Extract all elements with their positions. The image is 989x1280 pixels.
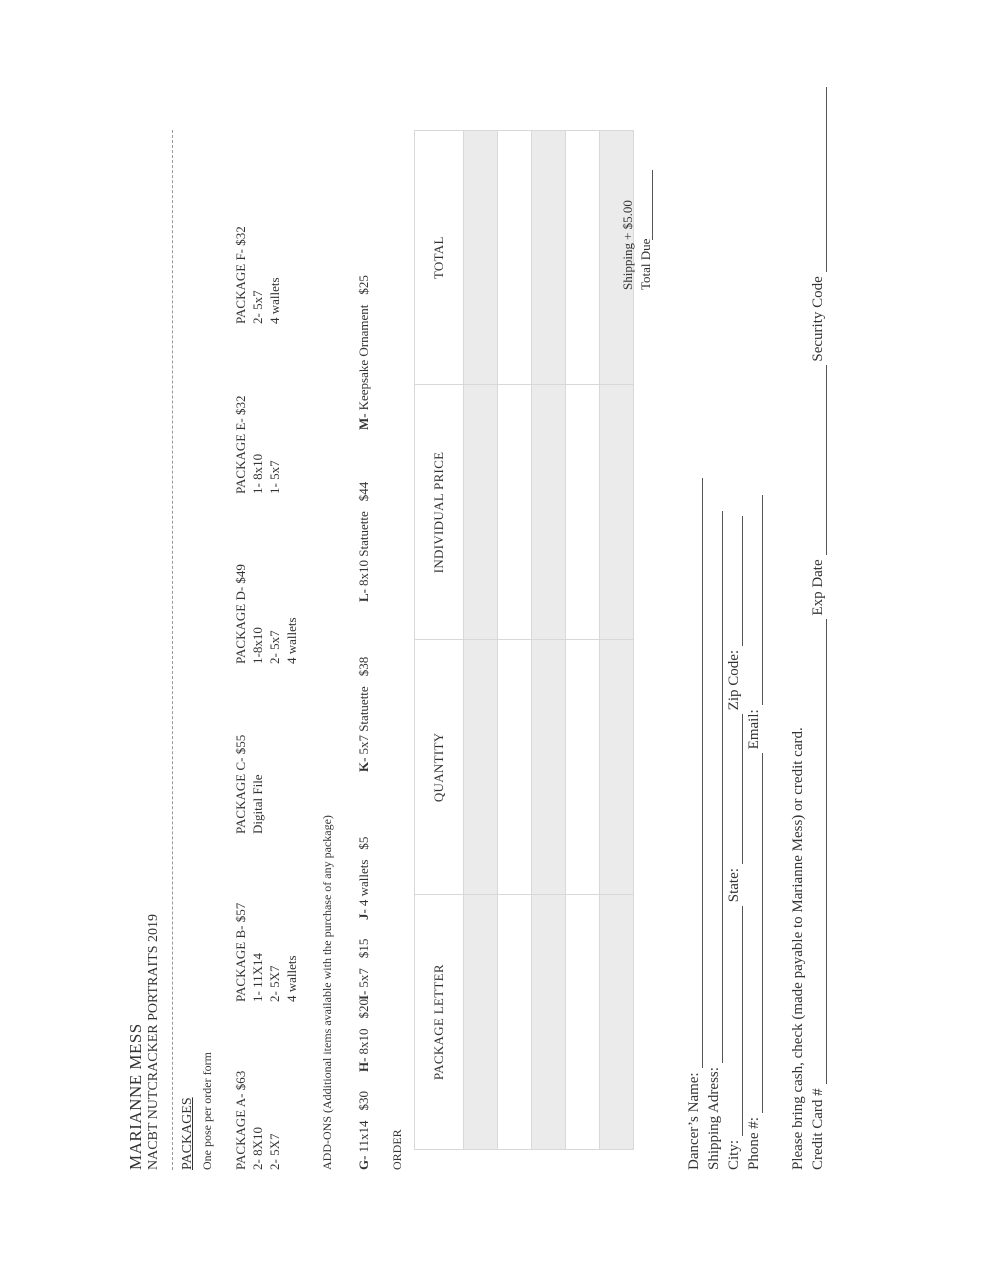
addon-code: G- <box>356 1155 371 1170</box>
addon-price: $44 <box>356 481 371 502</box>
payment-note: Please bring cash, check (made payable to Marianne Mess) or credit card. <box>790 727 806 1170</box>
dancer-name-row <box>686 478 703 1170</box>
email-label: Email: <box>746 709 762 750</box>
quantity-cell[interactable] <box>600 640 634 895</box>
col-total: TOTAL <box>415 131 464 385</box>
business-name: MARIANNE MESS <box>126 1023 145 1170</box>
package-title: PACKAGE B- $57 <box>233 902 248 1002</box>
dancer-name-label: Dancer’s Name: <box>686 1072 702 1170</box>
state-field[interactable] <box>741 714 743 864</box>
addon-desc: 5x7 <box>356 968 371 988</box>
dancer-name-field[interactable] <box>701 478 703 1068</box>
package-title: PACKAGE E- $32 <box>233 395 248 494</box>
addon-desc: Keepsake Ornament <box>356 304 371 411</box>
package-item: 2- 8X10 <box>250 1127 265 1170</box>
shipping-address-row <box>706 511 723 1170</box>
package-item: 4 wallets <box>284 617 299 664</box>
col-quantity: QUANTITY <box>415 640 464 895</box>
addon-desc: 4 wallets <box>356 859 371 907</box>
individual-price-cell[interactable] <box>498 385 532 640</box>
security-code-field[interactable] <box>825 87 827 272</box>
addon-price: $38 <box>356 656 371 677</box>
individual-price-cell[interactable] <box>532 385 566 640</box>
order-heading: ORDER <box>390 1129 404 1170</box>
payment-row <box>810 87 827 1170</box>
individual-price-cell[interactable] <box>566 385 600 640</box>
addon-code: K- <box>356 757 371 772</box>
package-letter-cell[interactable] <box>566 895 600 1150</box>
total-cell[interactable] <box>498 131 532 385</box>
exp-date-field[interactable] <box>825 365 827 555</box>
addon-item <box>356 999 372 1072</box>
package-item: 1- 8x10 <box>250 453 265 494</box>
package-title: PACKAGE C- $55 <box>233 734 248 834</box>
addon-code: I- <box>356 990 371 1000</box>
addon-desc: 8x10 Statuette <box>356 511 371 586</box>
package-title: PACKAGE F- $32 <box>233 226 248 324</box>
packages-note: One pose per order form <box>200 1052 214 1170</box>
package-item: 1- 5x7 <box>267 460 282 494</box>
addon-price: $25 <box>356 275 371 295</box>
divider <box>172 130 173 1170</box>
addon-price: $5 <box>356 836 371 850</box>
package-title: PACKAGE D- $49 <box>233 564 248 664</box>
email-field[interactable] <box>761 495 763 705</box>
phone-email-row <box>746 495 763 1170</box>
total-cell[interactable] <box>532 131 566 385</box>
packages-heading: PACKAGES <box>180 1097 195 1170</box>
individual-price-cell[interactable] <box>600 385 634 640</box>
credit-card-field[interactable] <box>825 619 827 1084</box>
total-cell[interactable] <box>566 131 600 385</box>
addons-heading: ADD-ONS (Additional items available with the purchase of any package) <box>320 815 334 1170</box>
order-table <box>414 130 634 1150</box>
order-row <box>464 131 498 1150</box>
addon-price: $30 <box>356 1091 371 1111</box>
package-e <box>232 396 283 494</box>
total-due-field[interactable] <box>652 170 653 240</box>
package-item: 2- 5X7 <box>267 965 282 1002</box>
package-item: 4 wallets <box>267 277 282 324</box>
city-state-zip-row <box>726 516 743 1170</box>
phone-label: Phone #: <box>746 1117 762 1170</box>
shipping-value: + $5.00 <box>620 200 635 240</box>
quantity-cell[interactable] <box>498 640 532 895</box>
addon-item <box>356 1091 372 1170</box>
order-row <box>498 131 532 1150</box>
security-code-label: Security Code <box>810 276 826 362</box>
total-cell[interactable] <box>464 131 498 385</box>
quantity-cell[interactable] <box>566 640 600 895</box>
phone-field[interactable] <box>761 753 763 1113</box>
package-item: 2- 5x7 <box>250 290 265 324</box>
order-form <box>120 110 880 1170</box>
addon-item <box>356 482 372 602</box>
shipping-label: Shipping <box>620 243 635 290</box>
package-item: 2- 5X7 <box>267 1133 282 1170</box>
order-row <box>532 131 566 1150</box>
package-letter-cell[interactable] <box>498 895 532 1150</box>
addon-code: H- <box>356 1057 371 1072</box>
package-item: 2- 5x7 <box>267 630 282 664</box>
exp-date-label: Exp Date <box>810 559 826 616</box>
addon-code: M- <box>356 413 371 430</box>
package-item: 1- 11X14 <box>250 953 265 1002</box>
package-letter-cell[interactable] <box>600 895 634 1150</box>
zip-label: Zip Code: <box>726 649 742 711</box>
order-row <box>566 131 600 1150</box>
addon-desc: 5x7 Statuette <box>356 686 371 755</box>
addon-price: $20 <box>356 999 371 1019</box>
col-package-letter: PACKAGE LETTER <box>415 895 464 1150</box>
package-title: PACKAGE A- $63 <box>233 1070 248 1170</box>
addon-desc: 11x14 <box>356 1120 371 1153</box>
package-letter-cell[interactable] <box>532 895 566 1150</box>
package-c <box>232 735 266 834</box>
package-item: Digital File <box>250 774 265 834</box>
addon-price: $15 <box>356 938 371 959</box>
state-label: State: <box>726 868 742 903</box>
package-letter-cell[interactable] <box>464 895 498 1150</box>
package-f <box>232 226 283 324</box>
shipping-address-label: Shipping Adress: <box>706 1067 722 1170</box>
city-field[interactable] <box>741 906 743 1136</box>
addon-code: J- <box>356 909 371 920</box>
credit-card-label: Credit Card # <box>810 1088 826 1170</box>
addon-item <box>356 275 372 430</box>
order-table-header <box>415 131 464 1150</box>
addon-item <box>356 657 372 772</box>
addon-item <box>356 939 372 1000</box>
individual-price-cell[interactable] <box>464 385 498 640</box>
package-item: 1-8x10 <box>250 627 265 664</box>
addon-item <box>356 837 372 920</box>
package-b <box>232 903 300 1002</box>
col-individual-price: INDIVIDUAL PRICE <box>415 385 464 640</box>
quantity-cell[interactable] <box>464 640 498 895</box>
quantity-cell[interactable] <box>532 640 566 895</box>
form-subtitle: NACBT NUTCRACKER PORTRAITS 2019 <box>146 914 161 1170</box>
total-due-label: Total Due <box>638 238 653 290</box>
package-item: 4 wallets <box>284 955 299 1002</box>
addon-desc: 8x10 <box>356 1028 371 1055</box>
shipping-address-field[interactable] <box>721 511 723 1063</box>
zip-field[interactable] <box>741 516 743 646</box>
package-d <box>232 564 300 664</box>
addon-code: L- <box>356 589 371 602</box>
package-a <box>232 1071 283 1170</box>
city-label: City: <box>726 1139 742 1170</box>
